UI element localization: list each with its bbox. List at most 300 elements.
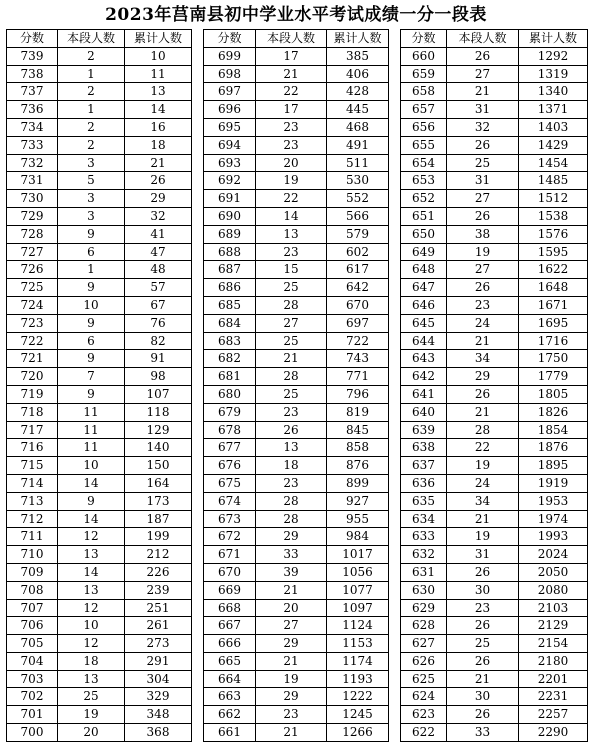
segment-count-cell: 19 xyxy=(256,670,327,688)
cumulative-count-cell: 164 xyxy=(125,474,192,492)
segment-count-cell: 23 xyxy=(256,136,327,154)
segment-count-cell: 26 xyxy=(256,421,327,439)
score-cell: 684 xyxy=(204,314,256,332)
cumulative-count-cell: 98 xyxy=(125,368,192,386)
score-cell: 731 xyxy=(7,172,58,190)
segment-count-cell: 22 xyxy=(256,190,327,208)
cumulative-count-cell: 1097 xyxy=(327,599,389,617)
cumulative-count-cell: 428 xyxy=(327,83,389,101)
table-row xyxy=(204,599,389,617)
cumulative-count-cell: 1576 xyxy=(519,225,588,243)
cumulative-count-cell: 552 xyxy=(327,190,389,208)
segment-count-cell: 21 xyxy=(447,332,519,350)
segment-count-cell: 27 xyxy=(447,190,519,208)
table-row xyxy=(7,385,192,403)
table-row xyxy=(204,243,389,261)
cumulative-count-cell: 1403 xyxy=(519,118,588,136)
cumulative-count-cell: 16 xyxy=(125,118,192,136)
score-cell: 737 xyxy=(7,83,58,101)
table-row xyxy=(7,670,192,688)
segment-count-cell: 11 xyxy=(58,421,125,439)
score-cell: 669 xyxy=(204,581,256,599)
table-row xyxy=(7,581,192,599)
segment-count-cell: 22 xyxy=(256,83,327,101)
score-cell: 677 xyxy=(204,439,256,457)
segment-count-cell: 21 xyxy=(447,670,519,688)
segment-count-cell: 21 xyxy=(256,65,327,83)
segment-count-cell: 33 xyxy=(447,724,519,742)
segment-count-cell: 15 xyxy=(256,261,327,279)
score-cell: 661 xyxy=(204,724,256,742)
table-row xyxy=(401,261,588,279)
segment-count-cell: 1 xyxy=(58,261,125,279)
score-cell: 692 xyxy=(204,172,256,190)
score-cell: 713 xyxy=(7,492,58,510)
cumulative-count-cell: 1292 xyxy=(519,47,588,65)
table-row xyxy=(7,368,192,386)
segment-count-cell: 13 xyxy=(58,546,125,564)
segment-count-cell: 26 xyxy=(447,563,519,581)
segment-count-cell: 26 xyxy=(447,279,519,297)
table-row xyxy=(401,563,588,581)
table-row xyxy=(401,296,588,314)
score-cell: 628 xyxy=(401,617,447,635)
segment-count-cell: 10 xyxy=(58,457,125,475)
score-cell: 733 xyxy=(7,136,58,154)
segment-count-cell: 3 xyxy=(58,154,125,172)
score-cell: 648 xyxy=(401,261,447,279)
score-cell: 652 xyxy=(401,190,447,208)
score-cell: 653 xyxy=(401,172,447,190)
cumulative-count-cell: 26 xyxy=(125,172,192,190)
segment-count-cell: 23 xyxy=(447,296,519,314)
table-row xyxy=(7,492,192,510)
segment-count-cell: 32 xyxy=(447,118,519,136)
table-row xyxy=(7,688,192,706)
segment-count-cell: 26 xyxy=(447,207,519,225)
score-cell: 708 xyxy=(7,581,58,599)
score-cell: 634 xyxy=(401,510,447,528)
table-row xyxy=(204,136,389,154)
score-cell: 662 xyxy=(204,706,256,724)
cumulative-count-cell: 2180 xyxy=(519,652,588,670)
cumulative-count-cell: 670 xyxy=(327,296,389,314)
score-cell: 723 xyxy=(7,314,58,332)
segment-count-cell: 23 xyxy=(256,243,327,261)
cumulative-count-cell: 1222 xyxy=(327,688,389,706)
score-cell: 693 xyxy=(204,154,256,172)
header-cumulative-count: 累计人数 xyxy=(327,30,389,48)
cumulative-count-cell: 617 xyxy=(327,261,389,279)
cumulative-count-cell: 566 xyxy=(327,207,389,225)
segment-count-cell: 28 xyxy=(256,368,327,386)
segment-count-cell: 29 xyxy=(256,635,327,653)
segment-count-cell: 7 xyxy=(58,368,125,386)
segment-count-cell: 24 xyxy=(447,314,519,332)
cumulative-count-cell: 76 xyxy=(125,314,192,332)
cumulative-count-cell: 368 xyxy=(125,724,192,742)
score-cell: 724 xyxy=(7,296,58,314)
score-cell: 689 xyxy=(204,225,256,243)
cumulative-count-cell: 129 xyxy=(125,421,192,439)
table-row xyxy=(7,528,192,546)
score-cell: 641 xyxy=(401,385,447,403)
score-cell: 722 xyxy=(7,332,58,350)
table-header-row xyxy=(204,30,389,48)
segment-count-cell: 27 xyxy=(447,261,519,279)
segment-count-cell: 9 xyxy=(58,350,125,368)
table-row xyxy=(204,190,389,208)
cumulative-count-cell: 2129 xyxy=(519,617,588,635)
segment-count-cell: 34 xyxy=(447,350,519,368)
score-cell: 657 xyxy=(401,101,447,119)
cumulative-count-cell: 984 xyxy=(327,528,389,546)
table-row xyxy=(401,350,588,368)
segment-count-cell: 29 xyxy=(447,368,519,386)
score-cell: 681 xyxy=(204,368,256,386)
score-cell: 649 xyxy=(401,243,447,261)
cumulative-count-cell: 1974 xyxy=(519,510,588,528)
table-row xyxy=(7,350,192,368)
cumulative-count-cell: 273 xyxy=(125,635,192,653)
table-row xyxy=(401,154,588,172)
score-cell: 671 xyxy=(204,546,256,564)
table-row xyxy=(7,421,192,439)
table-row xyxy=(401,83,588,101)
segment-count-cell: 19 xyxy=(58,706,125,724)
score-cell: 650 xyxy=(401,225,447,243)
score-cell: 694 xyxy=(204,136,256,154)
table-row xyxy=(7,101,192,119)
segment-count-cell: 17 xyxy=(256,47,327,65)
table-row xyxy=(7,172,192,190)
segment-count-cell: 12 xyxy=(58,635,125,653)
score-cell: 658 xyxy=(401,83,447,101)
cumulative-count-cell: 1266 xyxy=(327,724,389,742)
table-row xyxy=(204,474,389,492)
score-cell: 730 xyxy=(7,190,58,208)
cumulative-count-cell: 199 xyxy=(125,528,192,546)
score-cell: 707 xyxy=(7,599,58,617)
segment-count-cell: 25 xyxy=(256,332,327,350)
table-row xyxy=(204,225,389,243)
table-row xyxy=(401,279,588,297)
score-cell: 704 xyxy=(7,652,58,670)
cumulative-count-cell: 1245 xyxy=(327,706,389,724)
score-cell: 686 xyxy=(204,279,256,297)
table-row xyxy=(401,65,588,83)
score-cell: 633 xyxy=(401,528,447,546)
score-cell: 635 xyxy=(401,492,447,510)
table-row xyxy=(401,101,588,119)
table-row xyxy=(7,724,192,742)
table-row xyxy=(401,332,588,350)
table-row xyxy=(401,190,588,208)
cumulative-count-cell: 2257 xyxy=(519,706,588,724)
score-cell: 680 xyxy=(204,385,256,403)
table-row xyxy=(7,617,192,635)
cumulative-count-cell: 771 xyxy=(327,368,389,386)
header-score: 分数 xyxy=(401,30,447,48)
cumulative-count-cell: 385 xyxy=(327,47,389,65)
cumulative-count-cell: 511 xyxy=(327,154,389,172)
table-row xyxy=(204,368,389,386)
segment-count-cell: 1 xyxy=(58,65,125,83)
score-cell: 703 xyxy=(7,670,58,688)
header-score: 分数 xyxy=(204,30,256,48)
score-cell: 719 xyxy=(7,385,58,403)
cumulative-count-cell: 2290 xyxy=(519,724,588,742)
table-row xyxy=(7,207,192,225)
table-row xyxy=(204,101,389,119)
cumulative-count-cell: 1371 xyxy=(519,101,588,119)
cumulative-count-cell: 82 xyxy=(125,332,192,350)
score-cell: 651 xyxy=(401,207,447,225)
cumulative-count-cell: 251 xyxy=(125,599,192,617)
table-row xyxy=(7,706,192,724)
score-cell: 672 xyxy=(204,528,256,546)
score-cell: 626 xyxy=(401,652,447,670)
header-segment-count: 本段人数 xyxy=(447,30,519,48)
cumulative-count-cell: 491 xyxy=(327,136,389,154)
segment-count-cell: 28 xyxy=(256,296,327,314)
score-cell: 667 xyxy=(204,617,256,635)
table-row xyxy=(401,314,588,332)
cumulative-count-cell: 118 xyxy=(125,403,192,421)
table-row xyxy=(401,599,588,617)
segment-count-cell: 30 xyxy=(447,688,519,706)
table-row xyxy=(204,403,389,421)
score-cell: 721 xyxy=(7,350,58,368)
table-row xyxy=(401,47,588,65)
header-segment-count: 本段人数 xyxy=(256,30,327,48)
table-row xyxy=(204,47,389,65)
cumulative-count-cell: 48 xyxy=(125,261,192,279)
cumulative-count-cell: 226 xyxy=(125,563,192,581)
score-cell: 674 xyxy=(204,492,256,510)
segment-count-cell: 3 xyxy=(58,207,125,225)
cumulative-count-cell: 858 xyxy=(327,439,389,457)
table-row xyxy=(401,688,588,706)
cumulative-count-cell: 1124 xyxy=(327,617,389,635)
cumulative-count-cell: 796 xyxy=(327,385,389,403)
table-row xyxy=(7,225,192,243)
table-row xyxy=(204,261,389,279)
header-segment-count: 本段人数 xyxy=(58,30,125,48)
cumulative-count-cell: 406 xyxy=(327,65,389,83)
cumulative-count-cell: 212 xyxy=(125,546,192,564)
segment-count-cell: 13 xyxy=(256,225,327,243)
segment-count-cell: 26 xyxy=(447,136,519,154)
segment-count-cell: 10 xyxy=(58,296,125,314)
segment-count-cell: 21 xyxy=(256,350,327,368)
score-cell: 664 xyxy=(204,670,256,688)
score-cell: 691 xyxy=(204,190,256,208)
table-row xyxy=(401,207,588,225)
segment-count-cell: 26 xyxy=(447,47,519,65)
segment-count-cell: 2 xyxy=(58,136,125,154)
cumulative-count-cell: 697 xyxy=(327,314,389,332)
segment-count-cell: 34 xyxy=(447,492,519,510)
cumulative-count-cell: 1429 xyxy=(519,136,588,154)
cumulative-count-cell: 10 xyxy=(125,47,192,65)
segment-count-cell: 6 xyxy=(58,243,125,261)
segment-count-cell: 31 xyxy=(447,172,519,190)
segment-count-cell: 25 xyxy=(58,688,125,706)
cumulative-count-cell: 18 xyxy=(125,136,192,154)
score-cell: 670 xyxy=(204,563,256,581)
cumulative-count-cell: 743 xyxy=(327,350,389,368)
cumulative-count-cell: 468 xyxy=(327,118,389,136)
segment-count-cell: 31 xyxy=(447,101,519,119)
cumulative-count-cell: 899 xyxy=(327,474,389,492)
score-cell: 698 xyxy=(204,65,256,83)
segment-count-cell: 17 xyxy=(256,101,327,119)
segment-count-cell: 19 xyxy=(447,243,519,261)
score-cell: 678 xyxy=(204,421,256,439)
table-row xyxy=(204,207,389,225)
segment-count-cell: 28 xyxy=(256,492,327,510)
cumulative-count-cell: 602 xyxy=(327,243,389,261)
table-row xyxy=(401,439,588,457)
score-table xyxy=(400,29,588,742)
cumulative-count-cell: 13 xyxy=(125,83,192,101)
score-cell: 688 xyxy=(204,243,256,261)
table-row xyxy=(7,243,192,261)
table-row xyxy=(204,296,389,314)
score-cell: 702 xyxy=(7,688,58,706)
table-row xyxy=(204,118,389,136)
score-cell: 668 xyxy=(204,599,256,617)
segment-count-cell: 9 xyxy=(58,314,125,332)
table-row xyxy=(204,314,389,332)
cumulative-count-cell: 955 xyxy=(327,510,389,528)
header-cumulative-count: 累计人数 xyxy=(125,30,192,48)
segment-count-cell: 6 xyxy=(58,332,125,350)
table-row xyxy=(401,706,588,724)
cumulative-count-cell: 819 xyxy=(327,403,389,421)
table-row xyxy=(401,385,588,403)
segment-count-cell: 33 xyxy=(256,546,327,564)
segment-count-cell: 21 xyxy=(447,83,519,101)
cumulative-count-cell: 47 xyxy=(125,243,192,261)
score-cell: 739 xyxy=(7,47,58,65)
segment-count-cell: 28 xyxy=(256,510,327,528)
segment-count-cell: 39 xyxy=(256,563,327,581)
table-row xyxy=(7,190,192,208)
cumulative-count-cell: 67 xyxy=(125,296,192,314)
cumulative-count-cell: 1953 xyxy=(519,492,588,510)
score-cell: 645 xyxy=(401,314,447,332)
score-cell: 630 xyxy=(401,581,447,599)
score-cell: 627 xyxy=(401,635,447,653)
score-cell: 637 xyxy=(401,457,447,475)
segment-count-cell: 26 xyxy=(447,706,519,724)
table-row xyxy=(7,261,192,279)
cumulative-count-cell: 173 xyxy=(125,492,192,510)
table-row xyxy=(7,635,192,653)
cumulative-count-cell: 1919 xyxy=(519,474,588,492)
cumulative-count-cell: 1695 xyxy=(519,314,588,332)
score-cell: 647 xyxy=(401,279,447,297)
table-row xyxy=(401,457,588,475)
cumulative-count-cell: 1826 xyxy=(519,403,588,421)
score-cell: 656 xyxy=(401,118,447,136)
table-row xyxy=(204,528,389,546)
segment-count-cell: 29 xyxy=(256,528,327,546)
cumulative-count-cell: 239 xyxy=(125,581,192,599)
cumulative-count-cell: 32 xyxy=(125,207,192,225)
cumulative-count-cell: 1876 xyxy=(519,439,588,457)
score-cell: 734 xyxy=(7,118,58,136)
cumulative-count-cell: 1340 xyxy=(519,83,588,101)
cumulative-count-cell: 107 xyxy=(125,385,192,403)
score-cell: 660 xyxy=(401,47,447,65)
segment-count-cell: 14 xyxy=(256,207,327,225)
cumulative-count-cell: 1671 xyxy=(519,296,588,314)
segment-count-cell: 9 xyxy=(58,225,125,243)
segment-count-cell: 9 xyxy=(58,492,125,510)
cumulative-count-cell: 1805 xyxy=(519,385,588,403)
segment-count-cell: 11 xyxy=(58,439,125,457)
score-cell: 712 xyxy=(7,510,58,528)
cumulative-count-cell: 11 xyxy=(125,65,192,83)
score-cell: 676 xyxy=(204,457,256,475)
score-cell: 625 xyxy=(401,670,447,688)
score-cell: 638 xyxy=(401,439,447,457)
segment-count-cell: 21 xyxy=(447,510,519,528)
score-cell: 683 xyxy=(204,332,256,350)
segment-count-cell: 9 xyxy=(58,385,125,403)
segment-count-cell: 26 xyxy=(447,617,519,635)
table-row xyxy=(7,474,192,492)
segment-count-cell: 29 xyxy=(256,688,327,706)
segment-count-cell: 27 xyxy=(256,314,327,332)
score-cell: 696 xyxy=(204,101,256,119)
segment-count-cell: 28 xyxy=(447,421,519,439)
table-row xyxy=(204,635,389,653)
segment-count-cell: 1 xyxy=(58,101,125,119)
segment-count-cell: 14 xyxy=(58,510,125,528)
segment-count-cell: 27 xyxy=(256,617,327,635)
table-row xyxy=(401,528,588,546)
score-cell: 665 xyxy=(204,652,256,670)
segment-count-cell: 20 xyxy=(58,724,125,742)
segment-count-cell: 19 xyxy=(256,172,327,190)
score-table xyxy=(203,29,389,742)
score-table-panel-2 xyxy=(203,29,389,742)
cumulative-count-cell: 21 xyxy=(125,154,192,172)
cumulative-count-cell: 41 xyxy=(125,225,192,243)
cumulative-count-cell: 1895 xyxy=(519,457,588,475)
segment-count-cell: 21 xyxy=(447,403,519,421)
segment-count-cell: 24 xyxy=(447,474,519,492)
table-row xyxy=(204,350,389,368)
table-row xyxy=(204,439,389,457)
segment-count-cell: 18 xyxy=(256,457,327,475)
table-row xyxy=(401,670,588,688)
table-row xyxy=(401,724,588,742)
score-table-panel-1 xyxy=(6,29,192,742)
segment-count-cell: 26 xyxy=(447,385,519,403)
table-row xyxy=(204,332,389,350)
page-title: 2023年莒南县初中学业水平考试成绩一分一段表 xyxy=(105,5,487,25)
cumulative-count-cell: 14 xyxy=(125,101,192,119)
cumulative-count-cell: 304 xyxy=(125,670,192,688)
segment-count-cell: 9 xyxy=(58,279,125,297)
table-row xyxy=(401,510,588,528)
score-cell: 632 xyxy=(401,546,447,564)
